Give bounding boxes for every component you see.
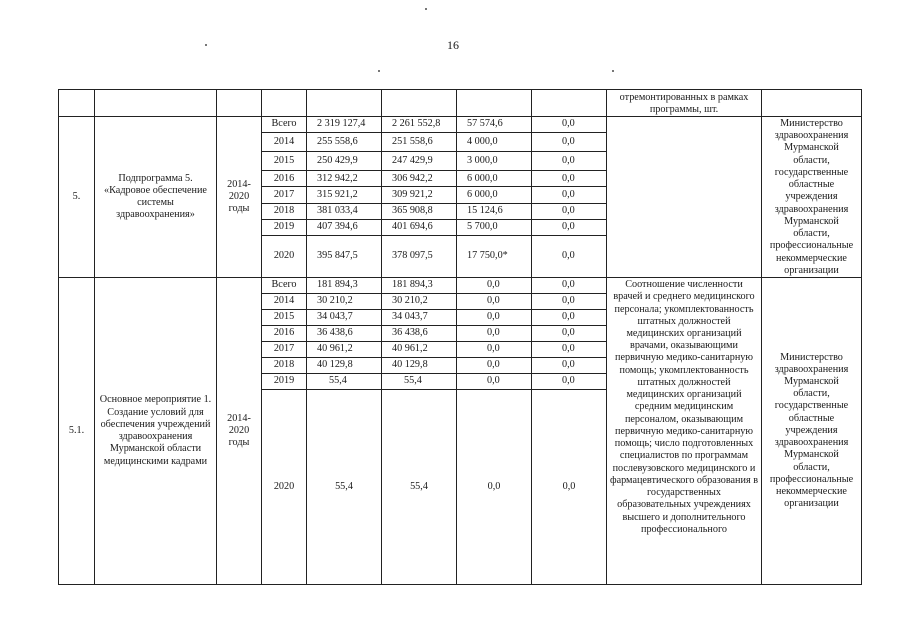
other-cell: 0,0 [532,187,607,203]
table-row [59,117,862,133]
executor: Министерство здравоохранения Мурманской области, государственные областные учреждения здравоохранения Мурманской области, профессиональные некоммерческие организации [762,117,862,278]
other-cell: 0,0 [532,326,607,342]
cell-empty [382,90,457,117]
other-cell: 0,0 [532,374,607,390]
year-cell: 2017 [262,187,307,203]
year-cell: 2015 [262,310,307,326]
row-number: 5. [59,117,95,278]
total-cell: 2 319 127,4 [307,117,382,133]
indicators-empty [607,117,762,278]
year-cell: 2019 [262,374,307,390]
other-cell: 0,0 [532,219,607,235]
cell-empty [217,90,262,117]
year-cell: Всего [262,278,307,294]
other-cell: 0,0 [532,152,607,171]
scan-speck [425,8,427,10]
federal-cell: 57 574,6 [457,117,532,133]
cell-empty [532,90,607,117]
year-cell: 2019 [262,219,307,235]
total-cell: 381 033,4 [307,203,382,219]
year-cell: 2020 [262,235,307,277]
other-cell: 0,0 [532,133,607,152]
federal-cell: 3 000,0 [457,152,532,171]
scan-speck [205,44,207,46]
indicators: Соотношение численности врачей и среднего медицинского персонала; укомплектованность штатных должностей медицинских организаций врачами, оказывающими первичную медико-санитарную помощь; укомплектованность штатных должностей медицинских организаций средним медицинским персоналом, оказывающим первичную медико-санитарную помощь; число подготовленных специалистов по программам послевузовского медицинского и фармацевтического образования в государственных образовательных учреждениях высшего и дополнительного профессионального [607,278,762,585]
total-cell: 55,4 [307,374,382,390]
federal-cell: 17 750,0* [457,235,532,277]
year-cell: 2016 [262,171,307,187]
total-cell: 40 961,2 [307,342,382,358]
other-cell: 0,0 [532,171,607,187]
total-cell: 34 043,7 [307,310,382,326]
regional-cell: 309 921,2 [382,187,457,203]
total-cell: 40 129,8 [307,358,382,374]
cell-empty [762,90,862,117]
federal-cell: 0,0 [457,374,532,390]
year-cell: 2015 [262,152,307,171]
federal-cell: 0,0 [457,326,532,342]
other-cell: 0,0 [532,310,607,326]
other-cell: 0,0 [532,390,607,585]
federal-cell: 4 000,0 [457,133,532,152]
other-cell: 0,0 [532,203,607,219]
row-number: 5.1. [59,278,95,585]
subprogram-name: Подпрограмма 5. «Кадровое обеспечение системы здравоохранения» [95,117,217,278]
federal-cell: 15 124,6 [457,203,532,219]
regional-cell: 55,4 [382,390,457,585]
regional-cell: 40 129,8 [382,358,457,374]
other-cell: 0,0 [532,342,607,358]
total-cell: 395 847,5 [307,235,382,277]
other-cell: 0,0 [532,358,607,374]
other-cell: 0,0 [532,117,607,133]
other-cell: 0,0 [532,294,607,310]
year-cell: 2014 [262,133,307,152]
period: 2014-2020 годы [217,117,262,278]
federal-cell: 6 000,0 [457,187,532,203]
executor: Министерство здравоохранения Мурманской области, государственные областные учреждения здравоохранения Мурманской области, профессиональные некоммерческие организации [762,278,862,585]
indicator-tail: отремонтированных в рамках программы, шт. [607,90,762,117]
regional-cell: 30 210,2 [382,294,457,310]
regional-cell: 2 261 552,8 [382,117,457,133]
cell-empty [95,90,217,117]
regional-cell: 247 429,9 [382,152,457,171]
cell-empty [262,90,307,117]
federal-cell: 0,0 [457,294,532,310]
regional-cell: 181 894,3 [382,278,457,294]
total-cell: 312 942,2 [307,171,382,187]
federal-cell: 0,0 [457,390,532,585]
year-cell: 2018 [262,203,307,219]
total-cell: 30 210,2 [307,294,382,310]
federal-cell: 0,0 [457,310,532,326]
scan-speck [378,70,380,72]
other-cell: 0,0 [532,235,607,277]
total-cell: 55,4 [307,390,382,585]
regional-cell: 40 961,2 [382,342,457,358]
regional-cell: 365 908,8 [382,203,457,219]
regional-cell: 378 097,5 [382,235,457,277]
page-number: 16 [447,38,459,52]
federal-cell: 0,0 [457,342,532,358]
year-cell: 2014 [262,294,307,310]
cell-empty [59,90,95,117]
scan-speck [612,70,614,72]
year-cell: 2017 [262,342,307,358]
total-cell: 407 394,6 [307,219,382,235]
regional-cell: 36 438,6 [382,326,457,342]
federal-cell: 0,0 [457,358,532,374]
regional-cell: 34 043,7 [382,310,457,326]
federal-cell: 5 700,0 [457,219,532,235]
regional-cell: 251 558,6 [382,133,457,152]
federal-cell: 0,0 [457,278,532,294]
year-cell: Всего [262,117,307,133]
table-row [59,90,862,117]
total-cell: 36 438,6 [307,326,382,342]
year-cell: 2020 [262,390,307,585]
other-cell: 0,0 [532,278,607,294]
table-row [59,278,862,294]
total-cell: 315 921,2 [307,187,382,203]
regional-cell: 55,4 [382,374,457,390]
activity-name: Основное мероприятие 1. Создание условий для обеспечения учреждений здравоохранения Мурманской области медицинскими кадрами [95,278,217,585]
total-cell: 255 558,6 [307,133,382,152]
year-cell: 2016 [262,326,307,342]
cell-empty [457,90,532,117]
year-cell: 2018 [262,358,307,374]
regional-cell: 401 694,6 [382,219,457,235]
program-table [58,89,862,585]
total-cell: 181 894,3 [307,278,382,294]
total-cell: 250 429,9 [307,152,382,171]
cell-empty [307,90,382,117]
period: 2014-2020 годы [217,278,262,585]
regional-cell: 306 942,2 [382,171,457,187]
federal-cell: 6 000,0 [457,171,532,187]
